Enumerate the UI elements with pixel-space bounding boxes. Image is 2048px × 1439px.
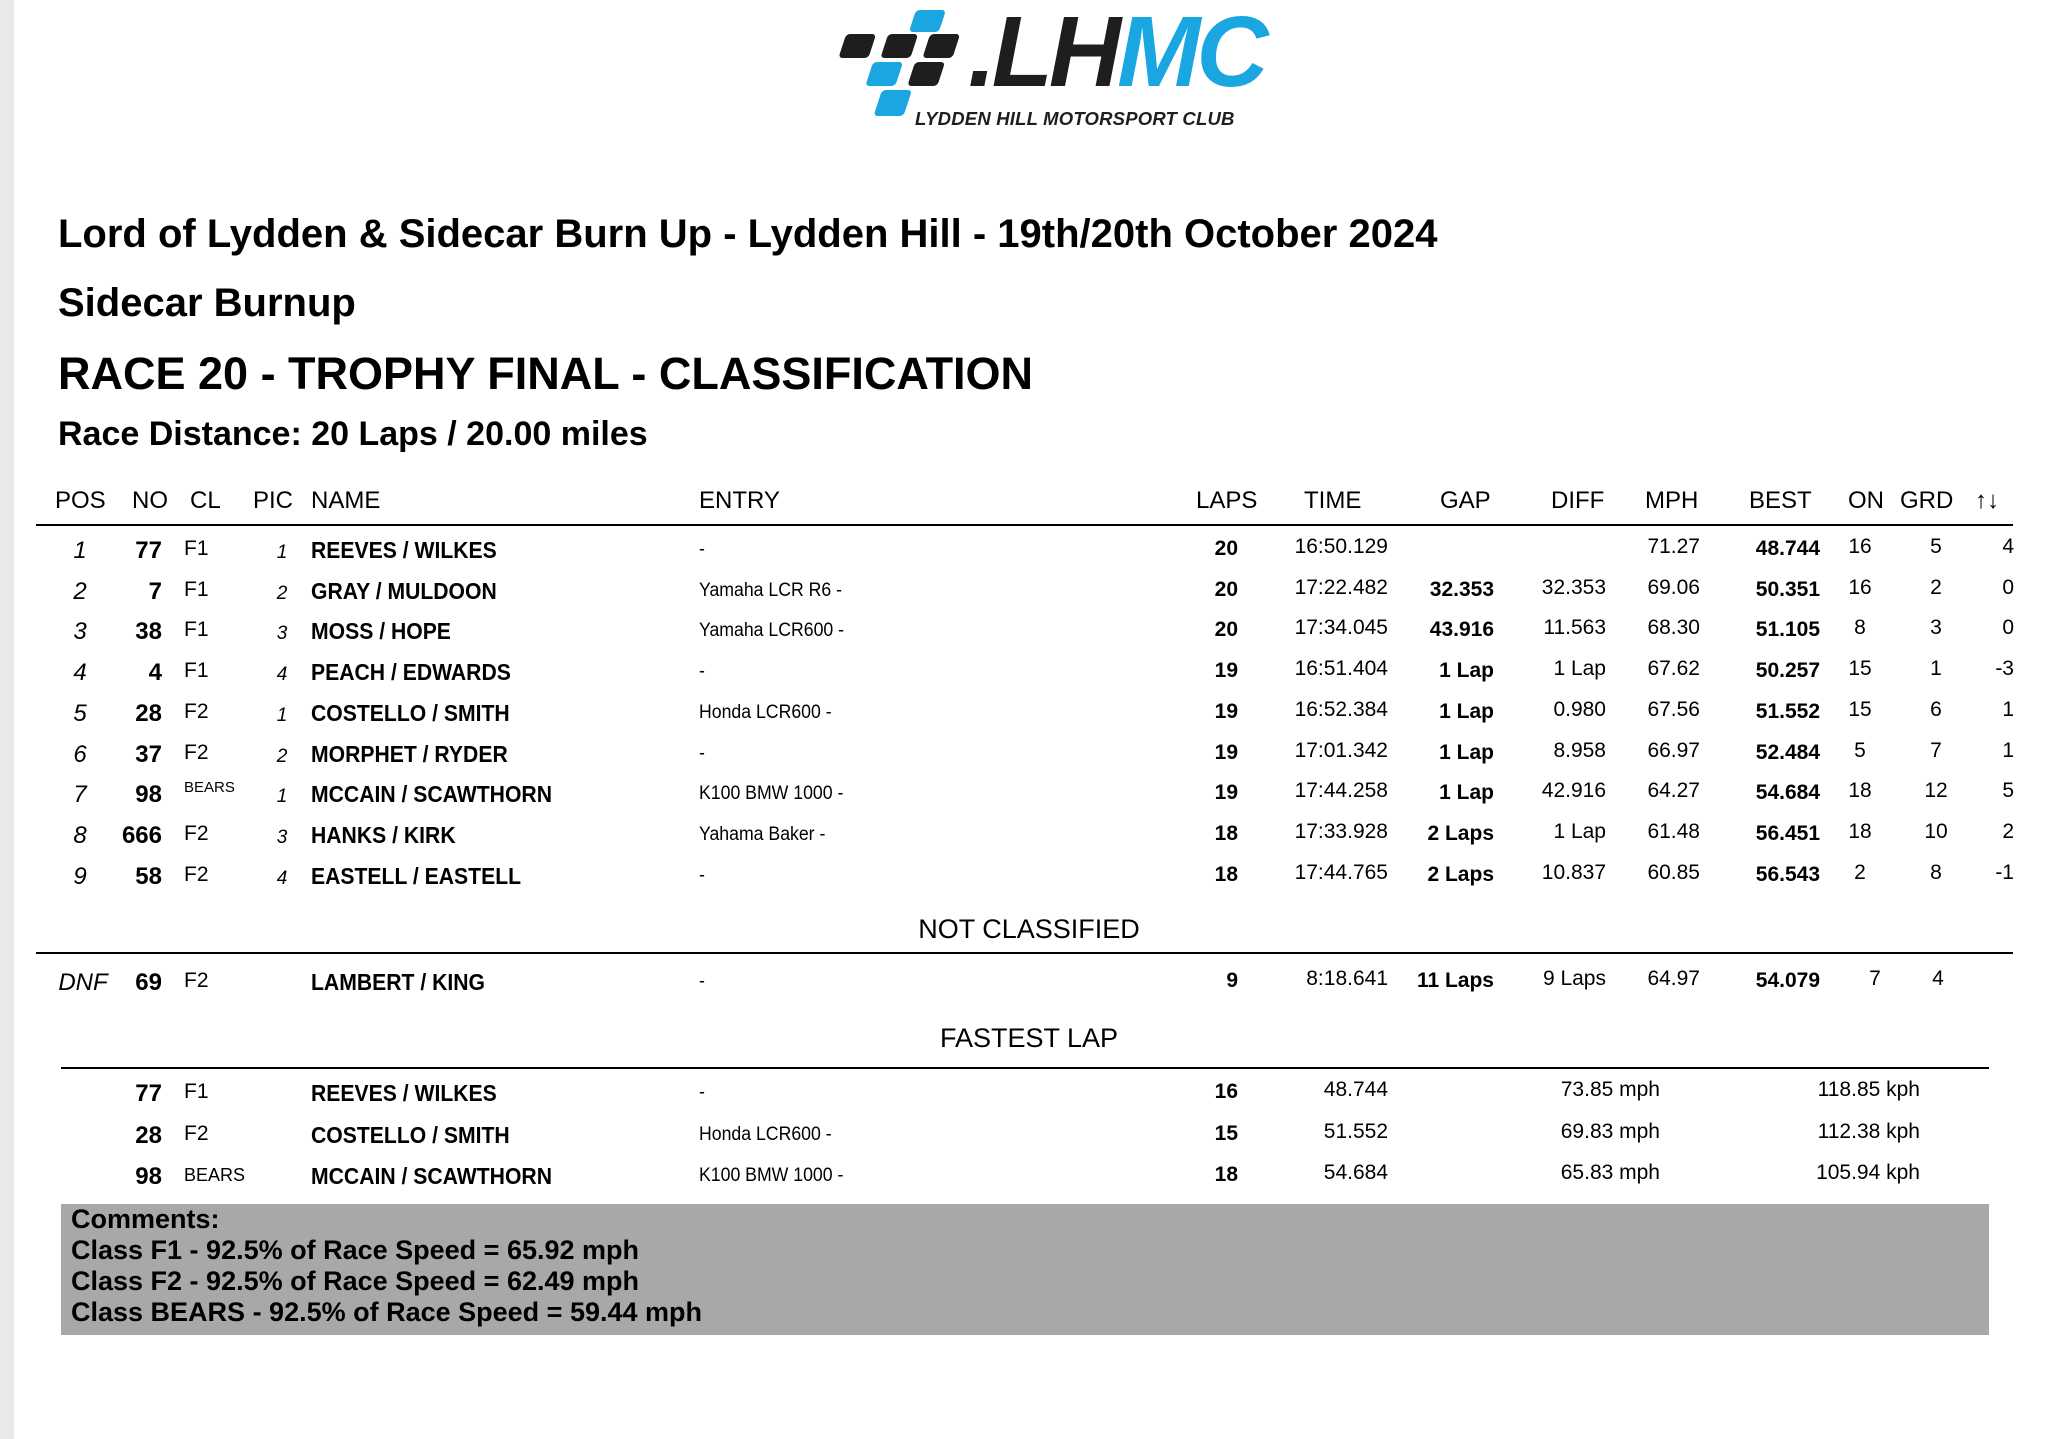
- class-cell: F2: [184, 969, 209, 992]
- entry-cell: K100 BMW 1000 -: [699, 783, 844, 805]
- grd-cell: 6: [1930, 697, 1942, 721]
- name-cell: REEVES / WILKES: [311, 537, 497, 563]
- gap-cell: 1 Lap: [1439, 659, 1494, 683]
- class-cell: BEARS: [184, 1165, 246, 1185]
- on-cell: 2: [1854, 860, 1866, 884]
- pic-cell: 1: [276, 542, 288, 563]
- col-cl: CL: [190, 487, 221, 514]
- diff-cell: 0.980: [1553, 697, 1606, 721]
- class-cell: F2: [184, 740, 209, 764]
- grd-cell: 12: [1924, 779, 1948, 803]
- entry-cell: Yahama Baker -: [699, 823, 826, 845]
- grd-cell: 7: [1930, 738, 1942, 762]
- class-cell: F2: [184, 821, 209, 845]
- laps-cell: 18: [1214, 862, 1238, 886]
- pos-cell: 3: [73, 618, 87, 646]
- comment-line: Class F1 - 92.5% of Race Speed = 65.92 mph: [71, 1235, 640, 1265]
- class-cell: F1: [184, 537, 209, 560]
- event-title: Lord of Lydden & Sidecar Burn Up - Lydden Hill - 19th/20th October 2024: [58, 212, 1438, 256]
- best-cell: 54.684: [1755, 781, 1820, 805]
- mph-cell: 73.85 mph: [1560, 1078, 1660, 1101]
- class-cell: F1: [184, 577, 209, 601]
- pic-cell: 3: [276, 826, 288, 848]
- kph-cell: 118.85 kph: [1817, 1078, 1920, 1101]
- comments-box: [61, 1204, 1989, 1335]
- comment-line: Class BEARS - 92.5% of Race Speed = 59.44 mph: [71, 1297, 703, 1327]
- grd-cell: 10: [1924, 819, 1948, 843]
- class-cell: BEARS: [184, 779, 235, 797]
- no-cell: 77: [135, 537, 162, 564]
- laps-cell: 19: [1214, 781, 1238, 805]
- best-cell: 54.079: [1755, 969, 1820, 992]
- diff-cell: 1 Lap: [1553, 819, 1606, 843]
- col-laps: LAPS: [1196, 487, 1258, 514]
- no-cell: 98: [135, 781, 162, 809]
- col-pos: POS: [55, 487, 106, 514]
- laps-cell: 19: [1214, 740, 1238, 764]
- best-cell: 51.552: [1755, 699, 1820, 723]
- pos-cell: 5: [73, 699, 87, 727]
- col-diff: DIFF: [1551, 487, 1605, 514]
- on-cell: 16: [1848, 575, 1872, 599]
- position-change-cell: 4: [2002, 535, 2014, 558]
- race-title: RACE 20 - TROPHY FINAL - CLASSIFICATION: [58, 348, 1034, 399]
- position-change-cell: 2: [2002, 819, 2014, 843]
- logo-dot: .: [968, 0, 992, 108]
- gap-cell: 1 Lap: [1439, 781, 1494, 805]
- status-cell: DNF: [58, 969, 108, 996]
- comment-line: Class F2 - 92.5% of Race Speed = 62.49 mph: [71, 1266, 640, 1296]
- logo-lh: LH: [991, 0, 1118, 108]
- kph-cell: 112.38 kph: [1817, 1119, 1920, 1143]
- gap-cell: 43.916: [1429, 618, 1494, 642]
- pos-cell: 7: [73, 781, 87, 809]
- entry-cell: Yamaha LCR600 -: [699, 620, 845, 642]
- mph-cell: 60.85: [1647, 860, 1700, 884]
- diff-cell: 32.353: [1541, 575, 1606, 599]
- class-cell: F1: [184, 618, 209, 642]
- logo-wordmark: [968, 0, 1265, 108]
- mph-cell: 69.83 mph: [1560, 1119, 1660, 1143]
- class-cell: F1: [184, 659, 209, 683]
- pic-cell: 2: [276, 745, 288, 767]
- grd-cell: 5: [1930, 535, 1942, 558]
- entry-cell: -: [699, 742, 705, 764]
- no-cell: 98: [135, 1163, 162, 1190]
- pos-cell: 9: [73, 862, 87, 890]
- gap-cell: 1 Lap: [1439, 740, 1494, 764]
- time-cell: 17:33.928: [1294, 819, 1388, 843]
- gap-cell: 2 Laps: [1427, 862, 1494, 886]
- time-cell: 8:18.641: [1306, 967, 1388, 990]
- lap-cell: 16: [1214, 1080, 1238, 1103]
- name-cell: HANKS / KIRK: [311, 821, 456, 848]
- col-time: TIME: [1304, 487, 1362, 514]
- laps-cell: 20: [1214, 618, 1238, 642]
- lhmc-logo: [820, 0, 1265, 135]
- col-no: NO: [132, 487, 168, 514]
- pic-cell: 2: [276, 582, 288, 604]
- on-cell: 15: [1848, 697, 1872, 721]
- pos-cell: 6: [73, 740, 87, 768]
- entry-cell: -: [699, 971, 705, 992]
- diff-cell: 42.916: [1541, 779, 1606, 803]
- time-cell: 17:44.765: [1294, 860, 1388, 884]
- entry-cell: Honda LCR600 -: [699, 1123, 832, 1145]
- time-cell: 17:01.342: [1294, 738, 1388, 762]
- position-change-cell: 1: [2002, 738, 2014, 762]
- name-cell: EASTELL / EASTELL: [311, 862, 522, 889]
- time-cell: 51.552: [1323, 1119, 1388, 1143]
- on-cell: 18: [1848, 819, 1872, 843]
- grd-cell: 1: [1930, 657, 1942, 681]
- gap-cell: 2 Laps: [1427, 821, 1494, 845]
- col-entry: ENTRY: [699, 487, 780, 514]
- name-cell: COSTELLO / SMITH: [311, 699, 510, 726]
- not-classified-title: NOT CLASSIFIED: [918, 914, 1140, 944]
- mph-cell: 68.30: [1647, 616, 1700, 640]
- on-cell: 16: [1848, 535, 1872, 558]
- no-cell: 666: [121, 821, 162, 849]
- on-cell: 7: [1869, 967, 1881, 990]
- pic-cell: 4: [276, 867, 288, 889]
- comments-title: Comments:: [71, 1204, 220, 1234]
- pic-cell: 3: [276, 623, 288, 645]
- col-position-change: ↑↓: [1975, 487, 1999, 514]
- logo-mc: MC: [1117, 0, 1265, 108]
- pic-cell: 4: [276, 664, 288, 686]
- time-cell: 17:34.045: [1294, 616, 1388, 640]
- not-classified-rule: [36, 952, 2013, 954]
- laps-cell: 19: [1214, 659, 1238, 683]
- header-rule: [36, 524, 2013, 526]
- fastest-lap-rule: [61, 1067, 1989, 1069]
- pic-cell: 1: [276, 786, 288, 808]
- col-grd: GRD: [1900, 487, 1954, 514]
- name-cell: MCCAIN / SCAWTHORN: [311, 781, 552, 808]
- class-cell: F2: [184, 862, 209, 886]
- position-change-cell: -3: [1995, 657, 2014, 681]
- laps-cell: 18: [1214, 821, 1238, 845]
- grd-cell: 2: [1930, 575, 1942, 599]
- mph-cell: 67.56: [1647, 697, 1700, 721]
- no-cell: 4: [148, 659, 162, 687]
- name-cell: MORPHET / RYDER: [311, 740, 508, 767]
- on-cell: 18: [1848, 779, 1872, 803]
- race-distance: Race Distance: 20 Laps / 20.00 miles: [58, 415, 648, 453]
- pos-cell: 2: [73, 577, 87, 605]
- col-mph: MPH: [1645, 487, 1699, 514]
- class-cell: F1: [184, 1080, 209, 1103]
- diff-cell: 9 Laps: [1542, 967, 1606, 990]
- no-cell: 38: [135, 618, 162, 646]
- name-cell: MCCAIN / SCAWTHORN: [311, 1163, 552, 1189]
- position-change-cell: 1: [2002, 697, 2014, 721]
- grd-cell: 8: [1930, 860, 1942, 884]
- diff-cell: 8.958: [1553, 738, 1606, 762]
- mph-cell: 69.06: [1647, 575, 1700, 599]
- pos-cell: 4: [73, 659, 87, 687]
- on-cell: 5: [1854, 738, 1866, 762]
- col-best: BEST: [1749, 487, 1812, 514]
- time-cell: 17:22.482: [1294, 575, 1388, 599]
- diff-cell: 10.837: [1541, 860, 1606, 884]
- pic-cell: 1: [276, 704, 288, 726]
- position-change-cell: -1: [1995, 860, 2014, 884]
- grd-cell: 4: [1932, 967, 1944, 990]
- position-change-cell: 5: [2002, 779, 2014, 803]
- mph-cell: 64.27: [1647, 779, 1700, 803]
- name-cell: LAMBERT / KING: [311, 969, 485, 995]
- entry-cell: K100 BMW 1000 -: [699, 1165, 844, 1186]
- no-cell: 7: [148, 577, 162, 605]
- entry-cell: -: [699, 864, 705, 886]
- lap-cell: 15: [1214, 1121, 1238, 1145]
- mph-cell: 64.97: [1647, 967, 1700, 990]
- position-change-cell: 0: [2002, 575, 2014, 599]
- class-cell: F2: [184, 699, 209, 723]
- entry-cell: Honda LCR600 -: [699, 701, 832, 723]
- entry-cell: -: [699, 1082, 705, 1103]
- best-cell: 50.351: [1755, 577, 1820, 601]
- grd-cell: 3: [1930, 616, 1942, 640]
- logo-subtitle: LYDDEN HILL MOTORSPORT CLUB: [915, 108, 1235, 129]
- mph-cell: 67.62: [1647, 657, 1700, 681]
- pos-cell: 8: [73, 821, 87, 849]
- col-gap: GAP: [1440, 487, 1491, 514]
- name-cell: PEACH / EDWARDS: [311, 659, 511, 686]
- left-edge-strip: [0, 0, 14, 1439]
- time-cell: 17:44.258: [1294, 779, 1388, 803]
- class-title: Sidecar Burnup: [58, 281, 356, 325]
- best-cell: 56.543: [1755, 862, 1820, 886]
- name-cell: GRAY / MULDOON: [311, 577, 497, 604]
- best-cell: 56.451: [1755, 821, 1820, 845]
- class-cell: F2: [184, 1121, 209, 1145]
- col-on: ON: [1848, 487, 1884, 514]
- kph-cell: 105.94 kph: [1816, 1161, 1920, 1184]
- best-cell: 51.105: [1755, 618, 1820, 642]
- col-pic: PIC: [253, 487, 294, 514]
- time-cell: 48.744: [1323, 1078, 1388, 1101]
- time-cell: 54.684: [1323, 1161, 1388, 1184]
- entry-cell: -: [699, 539, 705, 560]
- no-cell: 58: [135, 862, 162, 890]
- diff-cell: 1 Lap: [1553, 657, 1606, 681]
- on-cell: 8: [1854, 616, 1866, 640]
- fastest-lap-title: FASTEST LAP: [939, 1023, 1119, 1053]
- no-cell: 69: [135, 969, 162, 996]
- name-cell: REEVES / WILKES: [311, 1080, 497, 1106]
- on-cell: 15: [1848, 657, 1872, 681]
- lap-cell: 18: [1214, 1163, 1238, 1186]
- best-cell: 52.484: [1755, 740, 1820, 764]
- no-cell: 28: [135, 699, 162, 727]
- laps-cell: 19: [1214, 699, 1238, 723]
- position-change-cell: 0: [2002, 616, 2014, 640]
- time-cell: 16:52.384: [1294, 697, 1388, 721]
- col-name: NAME: [311, 487, 381, 514]
- laps-cell: 20: [1214, 577, 1238, 601]
- no-cell: 28: [135, 1121, 162, 1149]
- pos-cell: 1: [73, 537, 87, 564]
- laps-cell: 20: [1214, 537, 1238, 560]
- diff-cell: 11.563: [1543, 616, 1606, 640]
- name-cell: MOSS / HOPE: [311, 618, 451, 645]
- gap-cell: 32.353: [1429, 577, 1494, 601]
- entry-cell: -: [699, 661, 705, 683]
- mph-cell: 61.48: [1647, 819, 1700, 843]
- no-cell: 37: [135, 740, 162, 768]
- time-cell: 16:51.404: [1294, 657, 1388, 681]
- laps-cell: 9: [1226, 969, 1238, 992]
- mph-cell: 66.97: [1647, 738, 1700, 762]
- best-cell: 48.744: [1755, 537, 1820, 560]
- name-cell: COSTELLO / SMITH: [311, 1121, 510, 1148]
- time-cell: 16:50.129: [1294, 535, 1388, 558]
- no-cell: 77: [135, 1080, 162, 1107]
- gap-cell: 1 Lap: [1439, 699, 1494, 723]
- best-cell: 50.257: [1755, 659, 1820, 683]
- entry-cell: Yamaha LCR R6 -: [699, 579, 843, 601]
- gap-cell: 11 Laps: [1416, 969, 1494, 992]
- mph-cell: 71.27: [1647, 535, 1700, 558]
- mph-cell: 65.83 mph: [1560, 1161, 1660, 1184]
